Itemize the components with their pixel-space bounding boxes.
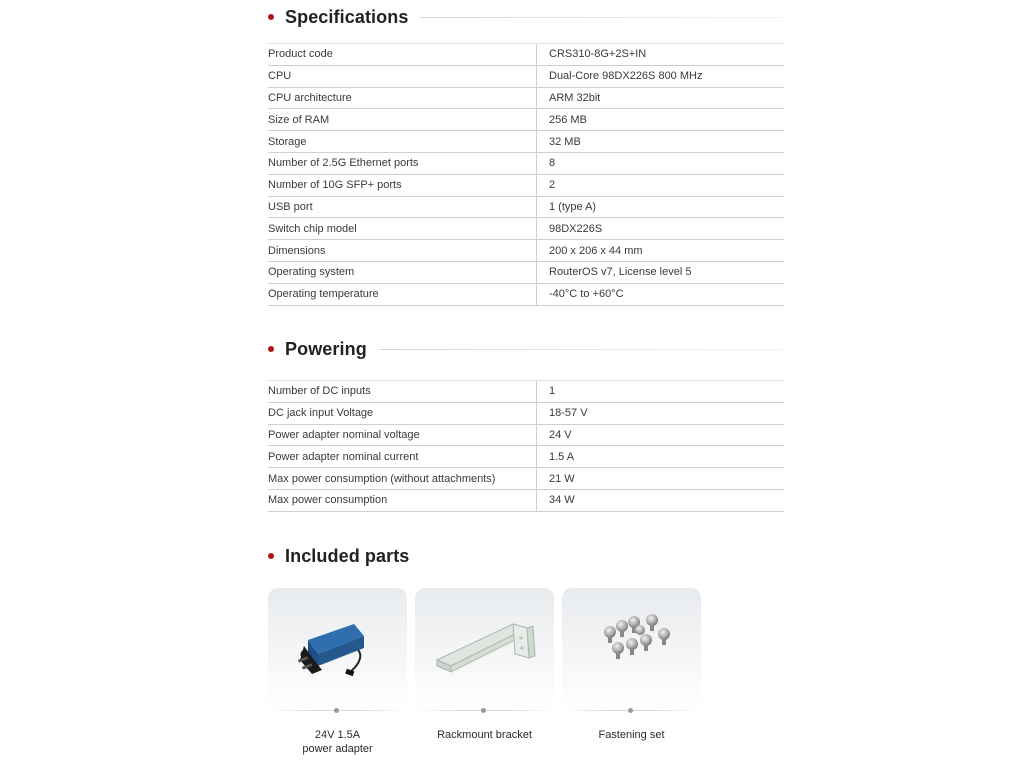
- spec-key: Number of 2.5G Ethernet ports: [268, 152, 537, 174]
- part-label-line: Fastening set: [598, 729, 665, 741]
- spec-value: ARM 32bit: [537, 87, 785, 109]
- part-dot-icon: [481, 708, 486, 713]
- part-dot-icon: [334, 708, 339, 713]
- specifications-title: Specifications: [285, 6, 409, 27]
- table-row: [268, 446, 784, 468]
- spec-value: Dual-Core 98DX226S 800 MHz: [537, 65, 785, 87]
- specifications-header: [268, 4, 784, 30]
- screws-icon: [562, 588, 701, 712]
- table-row: [268, 424, 784, 446]
- powering-title: Powering: [285, 338, 367, 359]
- power-value: 18-57 V: [537, 402, 785, 424]
- part-image-card: [268, 588, 407, 712]
- spec-key: CPU architecture: [268, 87, 537, 109]
- part-fastening-set[interactable]: [562, 588, 701, 763]
- powering-header: [268, 336, 784, 362]
- spec-value: 256 MB: [537, 109, 785, 131]
- power-key: Max power consumption (without attachments): [268, 468, 537, 490]
- power-key: DC jack input Voltage: [268, 402, 537, 424]
- table-row: [268, 381, 784, 403]
- power-adapter-icon: [268, 588, 407, 712]
- spec-key: Switch chip model: [268, 218, 537, 240]
- included-parts-header: [268, 543, 784, 569]
- table-row: [268, 240, 784, 262]
- power-key: Power adapter nominal current: [268, 446, 537, 468]
- table-row: [268, 402, 784, 424]
- spec-key: Storage: [268, 131, 537, 153]
- power-value: 34 W: [537, 489, 785, 511]
- part-image-card: [562, 588, 701, 712]
- spec-value: -40°C to +60°C: [537, 283, 785, 305]
- section-divider: [420, 17, 784, 18]
- spec-key: USB port: [268, 196, 537, 218]
- powering-table: [268, 380, 784, 512]
- table-row: [268, 218, 784, 240]
- spec-key: Operating system: [268, 261, 537, 283]
- spec-value: CRS310-8G+2S+IN: [537, 44, 785, 66]
- table-row: [268, 261, 784, 283]
- table-row: [268, 468, 784, 490]
- spec-value: 32 MB: [537, 131, 785, 153]
- power-value: 24 V: [537, 424, 785, 446]
- part-label-line: 24V 1.5A: [314, 729, 361, 741]
- section-divider: [379, 349, 784, 350]
- spec-value: RouterOS v7, License level 5: [537, 261, 785, 283]
- spec-value: 2: [537, 174, 785, 196]
- spec-key: Dimensions: [268, 240, 537, 262]
- rackmount-bracket-icon: [415, 588, 554, 712]
- power-value: 1: [537, 381, 785, 403]
- section-bullet-icon: [268, 14, 274, 20]
- spec-value: 8: [537, 152, 785, 174]
- part-power-adapter[interactable]: [268, 588, 407, 763]
- spec-key: Size of RAM: [268, 109, 537, 131]
- included-parts-title: Included parts: [285, 545, 410, 566]
- power-value: 21 W: [537, 468, 785, 490]
- table-row: [268, 489, 784, 511]
- spec-key: CPU: [268, 65, 537, 87]
- table-row: [268, 87, 784, 109]
- table-row: [268, 131, 784, 153]
- part-label: [415, 728, 554, 742]
- power-value: 1.5 A: [537, 446, 785, 468]
- power-key: Max power consumption: [268, 489, 537, 511]
- table-row: [268, 152, 784, 174]
- part-image-card: [415, 588, 554, 712]
- part-dot-icon: [628, 708, 633, 713]
- included-parts-list: [268, 588, 708, 763]
- power-key: Number of DC inputs: [268, 381, 537, 403]
- table-row: [268, 44, 784, 66]
- table-row: [268, 196, 784, 218]
- spec-value: 98DX226S: [537, 218, 785, 240]
- spec-key: Product code: [268, 44, 537, 66]
- section-bullet-icon: [268, 553, 274, 559]
- spec-value: 200 x 206 x 44 mm: [537, 240, 785, 262]
- table-row: [268, 65, 784, 87]
- part-rackmount-bracket[interactable]: [415, 588, 554, 763]
- spec-key: Number of 10G SFP+ ports: [268, 174, 537, 196]
- spec-value: 1 (type A): [537, 196, 785, 218]
- table-row: [268, 174, 784, 196]
- table-row: [268, 109, 784, 131]
- part-label-line: power adapter: [302, 743, 373, 755]
- part-label: [268, 728, 407, 756]
- specifications-table: [268, 43, 784, 306]
- spec-key: Operating temperature: [268, 283, 537, 305]
- power-key: Power adapter nominal voltage: [268, 424, 537, 446]
- table-row: [268, 283, 784, 305]
- part-label: [562, 728, 701, 742]
- section-bullet-icon: [268, 346, 274, 352]
- part-label-line: Rackmount bracket: [437, 729, 532, 741]
